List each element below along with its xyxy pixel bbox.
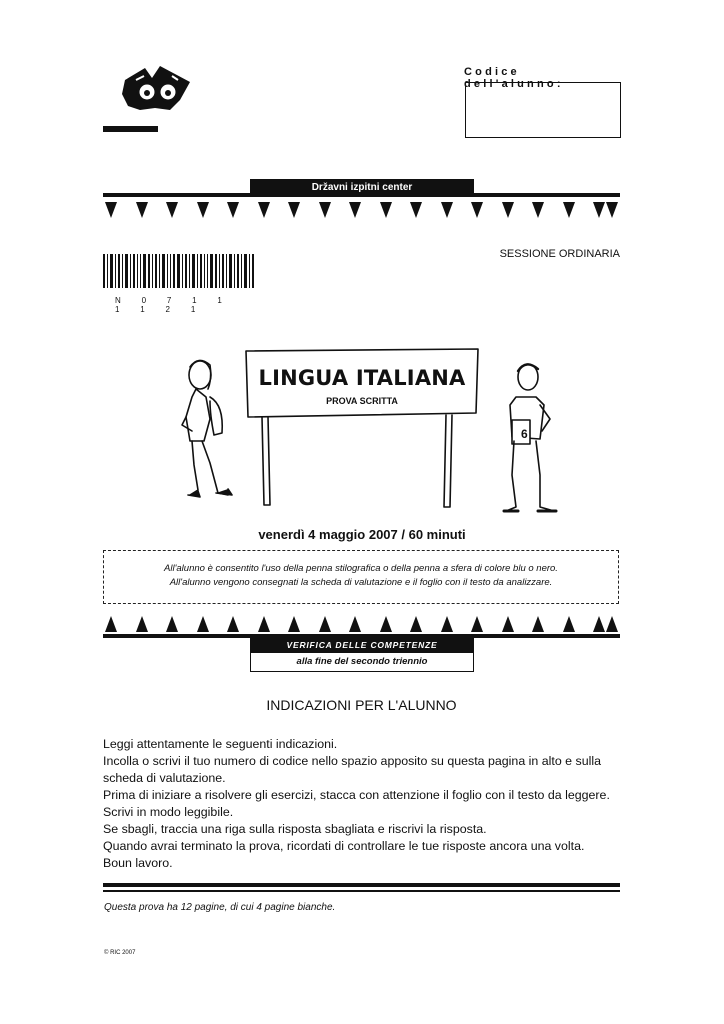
barcode: [103, 254, 255, 288]
copyright: © RIC 2007: [104, 950, 136, 956]
instruction-line: Boun lavoro.: [103, 856, 173, 870]
owl-logo-icon: [100, 60, 200, 134]
subject-title: LINGUA ITALIANA: [258, 366, 466, 390]
note-pen: All'alunno è consentito l'uso della penna stilografica o della penna a sfera di colore blu o nero.: [164, 563, 558, 574]
instructions-list: [103, 736, 620, 872]
bottom-rule-thick: [103, 883, 620, 887]
bottom-rule-thin: [103, 890, 620, 892]
barcode-number: N 0 7 1 1 1 1 2 1: [115, 296, 232, 314]
instruction-line: Quando avrai terminato la prova, ricordati di controllare le tue risposte ancora una volta.: [103, 839, 585, 853]
instruction-line: Prima di iniziare a risolvere gli esercizi, stacca con attenzione il foglio con il testo da leggere.: [103, 788, 610, 802]
competence-label: VERIFICA DELLE COMPETENZE: [250, 638, 474, 652]
instruction-line: Incolla o scrivi il tuo numero di codice nello spazio apposito su questa pagina in alto e sulla scheda di valutazione.: [103, 754, 601, 785]
instruction-line: Scrivi in modo leggibile.: [103, 805, 234, 819]
book-number: 6: [521, 427, 528, 441]
student-code-label: Codice dell'alunno:: [464, 66, 564, 90]
instruction-line: Leggi attentamente le seguenti indicazioni.: [103, 737, 338, 751]
session-label: SESSIONE ORDINARIA: [499, 248, 620, 260]
exam-date: venerdì 4 maggio 2007 / 60 minuti: [258, 527, 466, 542]
up-triangles-row: [103, 614, 620, 632]
competence-sublabel: alla fine del secondo triennio: [250, 652, 474, 672]
down-triangles-row: [103, 202, 620, 220]
exam-center-name: Državni izpitni center: [250, 179, 474, 196]
subject-subtitle: PROVA SCRITTA: [326, 396, 398, 406]
student-code-box[interactable]: [465, 82, 621, 138]
pages-note: Questa prova ha 12 pagine, di cui 4 pagine bianche.: [104, 902, 336, 913]
instructions-heading: INDICAZIONI PER L'ALUNNO: [266, 697, 457, 713]
note-materials: All'alunno vengono consegnati la scheda di valutazione e il foglio con il testo da analizzare.: [169, 577, 553, 588]
instruction-line: Se sbagli, traccia una riga sulla risposta sbagliata e riscrivi la risposta.: [103, 822, 487, 836]
